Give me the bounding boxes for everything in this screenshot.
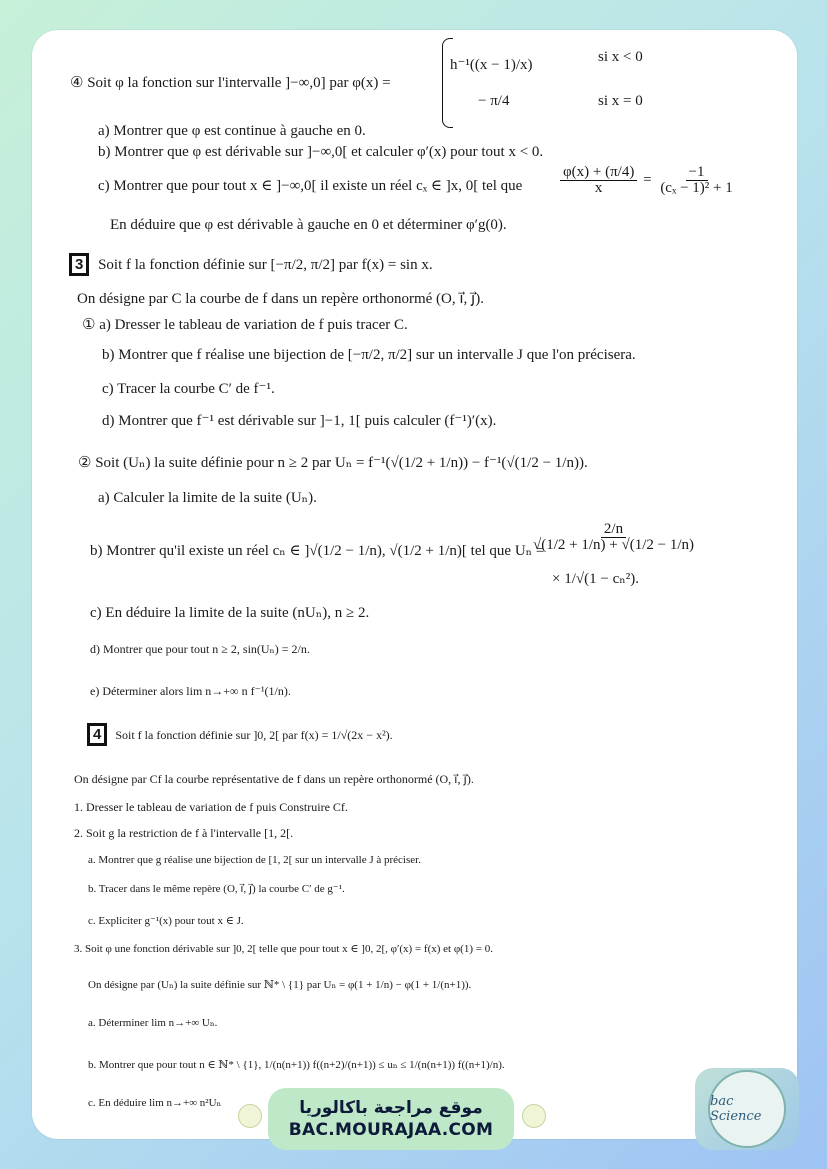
p2b-num: 2/n xyxy=(601,522,626,538)
ex4-q1: 1. Dresser le tableau de variation de f puis Construire Cf. xyxy=(74,800,348,814)
ex3-header xyxy=(70,254,433,275)
ex4-q3c: c. En déduire lim n→+∞ n²Uₙ xyxy=(88,1097,222,1109)
ex4-q3: 3. Soit φ une fonction dérivable sur ]0, 2[ telle que pour tout x ∈ ]0, 2[, φ′(x) = f(x) et φ(1) = 0. xyxy=(74,943,493,955)
c-frac-num: φ(x) + (π/4) xyxy=(560,165,637,181)
document-page xyxy=(32,30,797,1139)
site-logo-icon xyxy=(522,1104,546,1128)
item4-a: a) Montrer que φ est continue à gauche en 0. xyxy=(98,123,366,139)
ex4-number: 4 xyxy=(88,724,106,745)
ex3-p1b: b) Montrer que f réalise une bijection de [−π/2, π/2] sur un intervalle J que l'on précisera. xyxy=(102,347,636,363)
c-frac-den: x xyxy=(594,180,603,196)
ex3-p1c: c) Tracer la courbe C′ de f⁻¹. xyxy=(102,381,275,397)
item4-intro: ④ Soit φ la fonction sur l'intervalle ]−∞,0] par φ(x) = xyxy=(70,75,391,91)
ex3-p2c: c) En déduire la limite de la suite (nUₙ), n ≥ 2. xyxy=(90,605,370,621)
ex4-header xyxy=(88,724,393,745)
site-banner-arabic: موقع مراجعة باكالوريا xyxy=(299,1098,483,1118)
ex4-statement: Soit f la fonction définie sur ]0, 2[ par f(x) = 1/√(2x − x²). xyxy=(115,728,393,742)
ex4-q3b: b. Montrer que pour tout n ∈ ℕ* \ {1}, 1/(n(n+1)) f((n+2)/(n+1)) ≤ uₙ ≤ 1/(n(n+1)) f((n+1)/n). xyxy=(88,1059,505,1071)
site-logo-icon xyxy=(238,1104,262,1128)
ex4-q2a: a. Montrer que g réalise une bijection de [1, 2[ sur un intervalle J à préciser. xyxy=(88,854,421,866)
piecewise-brace xyxy=(442,38,453,128)
ex4-q3a: a. Déterminer lim n→+∞ Uₙ. xyxy=(88,1017,218,1029)
ex4-curve: On désigne par Cf la courbe représentative de f dans un repère orthonormé (O, i⃗, j⃗). xyxy=(74,772,474,786)
ex3-statement: Soit f la fonction définie sur [−π/2, π/2] par f(x) = sin x. xyxy=(98,257,433,273)
ex3-p2b: b) Montrer qu'il existe un réel cₙ ∈ ]√(1/2 − 1/n), √(1/2 + 1/n)[ tel que Uₙ = xyxy=(90,543,545,559)
ex3-p1d: d) Montrer que f⁻¹ est dérivable sur ]−1, 1[ puis calculer (f⁻¹)′(x). xyxy=(102,413,497,429)
p2b-den: √(1/2 + 1/n) + √(1/2 − 1/n) xyxy=(533,537,694,553)
ex3-p2: ② Soit (Uₙ) la suite définie pour n ≥ 2 par Uₙ = f⁻¹(√(1/2 + 1/n)) − f⁻¹(√(1/2 − 1/n)). xyxy=(78,455,588,471)
item4-case1-expr: h⁻¹((x − 1)/x) xyxy=(450,57,533,73)
site-banner[interactable] xyxy=(268,1088,514,1150)
item4-deduce: En déduire que φ est dérivable à gauche en 0 et déterminer φ′g(0). xyxy=(110,217,507,233)
ex4-q2: 2. Soit g la restriction de f à l'intervalle [1, 2[. xyxy=(74,826,294,840)
item4-b: b) Montrer que φ est dérivable sur ]−∞,0[ et calculer φ′(x) pour tout x < 0. xyxy=(98,144,544,160)
ex3-number: 3 xyxy=(70,254,88,275)
ex4-q2c: c. Expliciter g⁻¹(x) pour tout x ∈ J. xyxy=(88,915,244,927)
c-rhs-den: (cₓ − 1)² + 1 xyxy=(660,180,733,196)
ex3-p2b-fraction xyxy=(528,522,699,553)
ex4-q3-seq: On désigne par (Uₙ) la suite définie sur ℕ* \ {1} par Uₙ = φ(1 + 1/n) − φ(1 + 1/(n+1)). xyxy=(88,979,472,991)
c-rhs-num: −1 xyxy=(686,165,708,181)
item4-c-fraction: $\frac{\varphi(x) + (\pi/4)}{x}$ = $\frac{-1}{\text{(cₓ − 1)² + 1}}$ xyxy=(558,165,738,196)
bac-science-badge-text: bac Science xyxy=(708,1070,786,1148)
ex3-p1a: ① a) Dresser le tableau de variation de f puis tracer C. xyxy=(82,317,408,333)
item4-c: c) Montrer que pour tout x ∈ ]−∞,0[ il existe un réel cₓ ∈ ]x, 0[ tel que xyxy=(98,178,523,194)
bac-science-badge xyxy=(695,1068,799,1150)
ex4-q2b: b. Tracer dans le même repère (O, i⃗, j⃗) la courbe C′ de g⁻¹. xyxy=(88,883,345,895)
item4-case1-cond: si x < 0 xyxy=(598,49,643,65)
ex3-p2e: e) Déterminer alors lim n→+∞ n f⁻¹(1/n). xyxy=(90,684,291,698)
ex3-p2a: a) Calculer la limite de la suite (Uₙ). xyxy=(98,490,317,506)
site-banner-url[interactable]: BAC.MOURAJAA.COM xyxy=(288,1120,494,1140)
ex3-p2d: d) Montrer que pour tout n ≥ 2, sin(Uₙ) = 2/n. xyxy=(90,642,310,656)
item4-case2-cond: si x = 0 xyxy=(598,93,643,109)
ex3-p2b-tail: × 1/√(1 − cₙ²). xyxy=(552,571,639,587)
ex3-curve: On désigne par C la courbe de f dans un repère orthonormé (O, i⃗, j⃗). xyxy=(77,291,484,307)
item4-case2-expr: − π/4 xyxy=(478,93,510,109)
